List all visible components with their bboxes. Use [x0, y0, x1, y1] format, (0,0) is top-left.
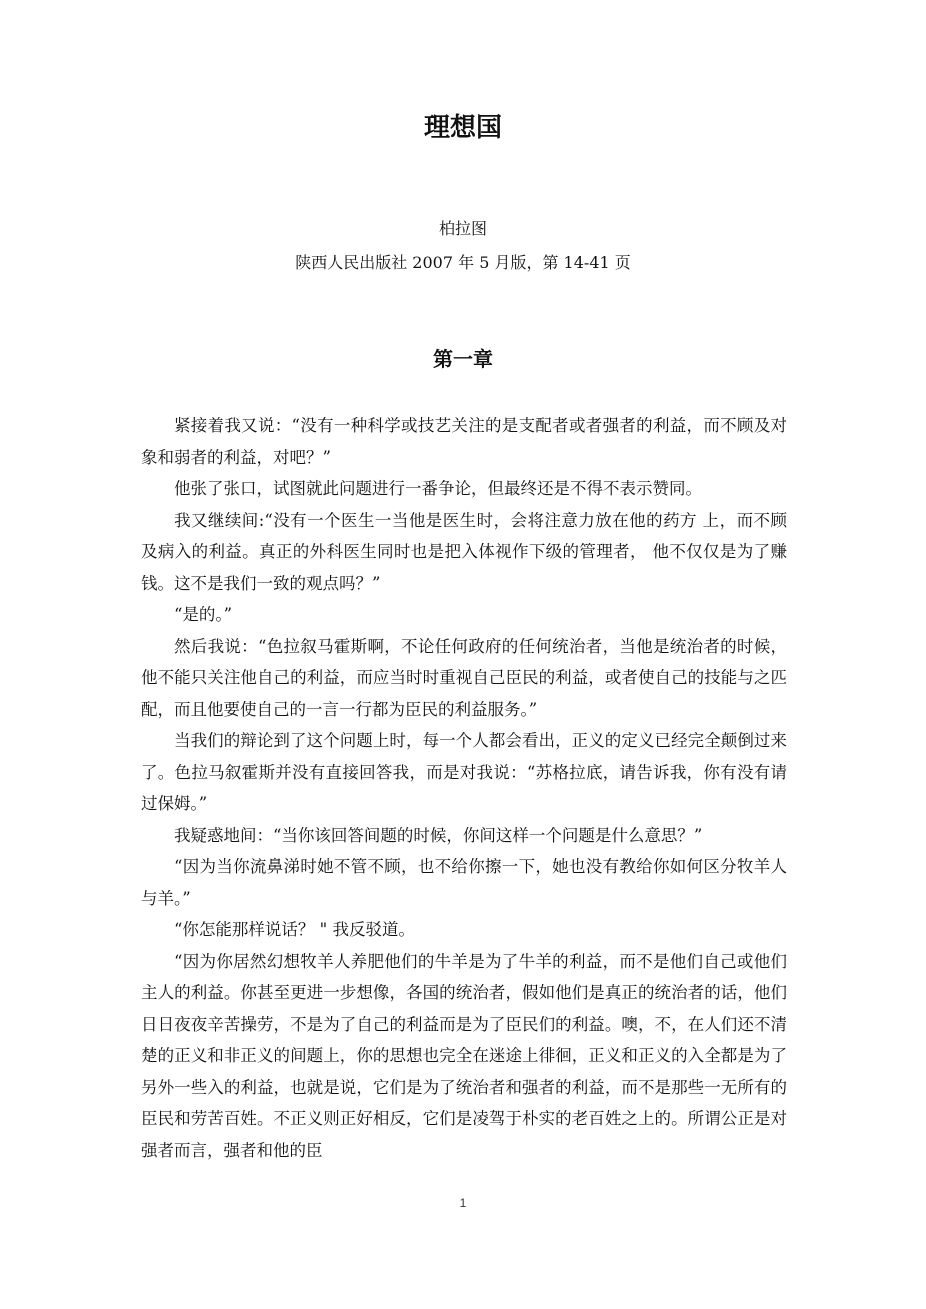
paragraph: 他张了张口，试图就此问题进行一番争论，但最终还是不得不表示赞同。	[174, 479, 702, 498]
paragraph: “是的。”	[174, 605, 233, 624]
source-line: 陕西人民出版社 2007 年 5 月版，第 14-41 页	[295, 253, 631, 272]
paragraph: “因为当你流鼻涕时她不管不顾，也不给你擦一下，她也没有教给你如何区分牧羊人与羊。”	[141, 857, 787, 908]
page-number: 1	[459, 1196, 467, 1210]
body-text	[141, 410, 787, 1166]
author-line: 柏拉图	[438, 219, 487, 238]
document-title: 理想国	[423, 113, 502, 143]
paragraph: 我疑惑地间：“当你该回答间题的时候，你间这样一个问题是什么意思？”	[174, 825, 703, 845]
paragraph: “你怎能那样说话？ " 我反驳道。	[174, 920, 416, 939]
paragraph: 然后我说：“色拉叙马霍斯啊，不论任何政府的任何统治者，当他是统治者的时候，他不能只关注他自己的利益，而应当时时重视自己臣民的利益，或者使自己的技能与之匹配，而且他要使自己的一言一行都为臣民的利益服务。”	[141, 636, 787, 719]
paragraph: “因为你居然幻想牧羊人养肥他们的牛羊是为了牛羊的利益，而不是他们自己或他们主人的利益。你甚至更进一步想像，各国的统治者，假如他们是真正的统治者的话，他们日日夜夜辛苦操劳，不是为了自己的利益而是为了臣民们的利益。噢，不，在人们还不清楚的正义和非正义的间题上，你的思想也完全在迷途上徘徊，正义和正义的入全都是为了另外一些入的利益，也就是说，它们是为了统治者和强者的利益，而不是那些一无所有的臣民和劳苦百姓。不正义则正好相反，它们是凌驾于朴实的老百姓之上的。所谓公正是对强者而言，强者和他的臣	[141, 951, 787, 1160]
chapter-heading: 第一章	[433, 347, 493, 371]
paragraph: 我又继续间:“没有一个医生一当他是医生时，会将注意力放在他的药方 上，而不顾及病入的利益。真正的外科医生同时也是把入体视作下级的管理者， 他不仅仅是为了赚钱。这不是我们一致的观点吗？”	[141, 510, 787, 593]
paragraph: 当我们的辩论到了这个问题上时，每一个人都会看出，正义的定义已经完全颠倒过来了。色拉马叙霍斯并没有直接回答我，而是对我说：“苏格拉底，请告诉我，你有没有请过保姆。”	[141, 731, 787, 813]
paragraph: 紧接着我又说：“没有一种科学或技艺关注的是支配者或者强者的利益，而不顾及对象和弱者的利益，对吧？”	[141, 416, 787, 467]
